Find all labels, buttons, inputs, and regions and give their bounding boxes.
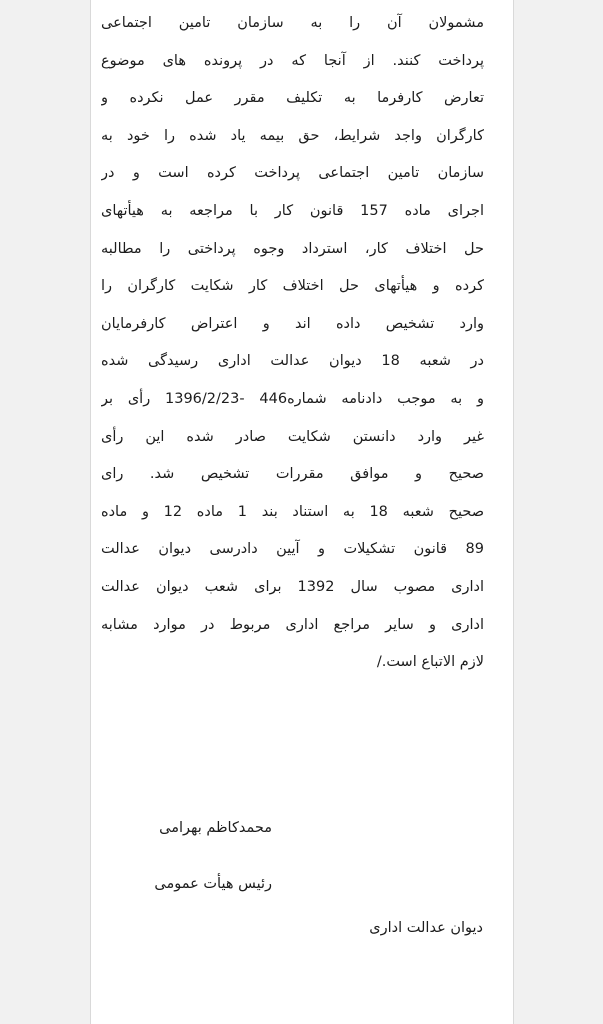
body-line: اداری مصوب سال 1392 برای شعب دیوان عدالت xyxy=(101,578,484,595)
body-line: غیر وارد دانستن شکایت صادر شده این رأی xyxy=(101,428,484,445)
body-line: در شعبه 18 دیوان عدالت اداری رسیدگی شده xyxy=(101,353,484,370)
body-line: صحیح شعبه 18 به استناد بند 1 ماده 12 و ماده xyxy=(101,503,484,520)
body-line: مشمولان آن را به سازمان تامین اجتماعی xyxy=(101,15,484,31)
body-line-last: لازم الاتباع است./ xyxy=(376,654,484,671)
signatory-title: رئیس هیأت عمومی xyxy=(154,876,272,892)
body-line: کرده و هیأتهای حل اختلاف کار شکایت کارگران را xyxy=(101,278,484,295)
body-line: پرداخت کنند. از آنجا که در پرونده های موضوع xyxy=(101,52,484,69)
body-line: حل اختلاف کار، استرداد وجوه پرداختی را مطالبه xyxy=(101,240,484,257)
body-line: اجرای ماده 157 قانون کار با مراجعه به هیأتهای xyxy=(101,202,484,219)
body-line: 89 قانون تشکیلات و آیین دادرسی دیوان عدالت xyxy=(101,541,484,558)
body-line: صحیح و موافق مقررات تشخیص شد. رای xyxy=(101,466,484,483)
body-line: سازمان تامین اجتماعی پرداخت کرده است و در xyxy=(101,165,484,182)
body-line: و به موجب دادنامه شماره446 -1396/2/23 رأی بر xyxy=(101,390,484,407)
body-line: وارد تشخیص داده اند و اعتراض کارفرمایان xyxy=(101,315,484,332)
body-line: اداری و سایر مراجع اداری مربوط در موارد مشابه xyxy=(101,616,484,633)
body-line: کارگران واجد شرایط، حق بیمه یاد شده را خود به xyxy=(101,127,484,144)
signatory-organization: دیوان عدالت اداری xyxy=(369,920,483,936)
signatory-name: محمدکاظم بهرامی xyxy=(159,820,272,836)
body-line: تعارض کارفرما به تکلیف مقرر عمل نکرده و xyxy=(101,90,484,107)
ruling-body xyxy=(101,5,484,682)
